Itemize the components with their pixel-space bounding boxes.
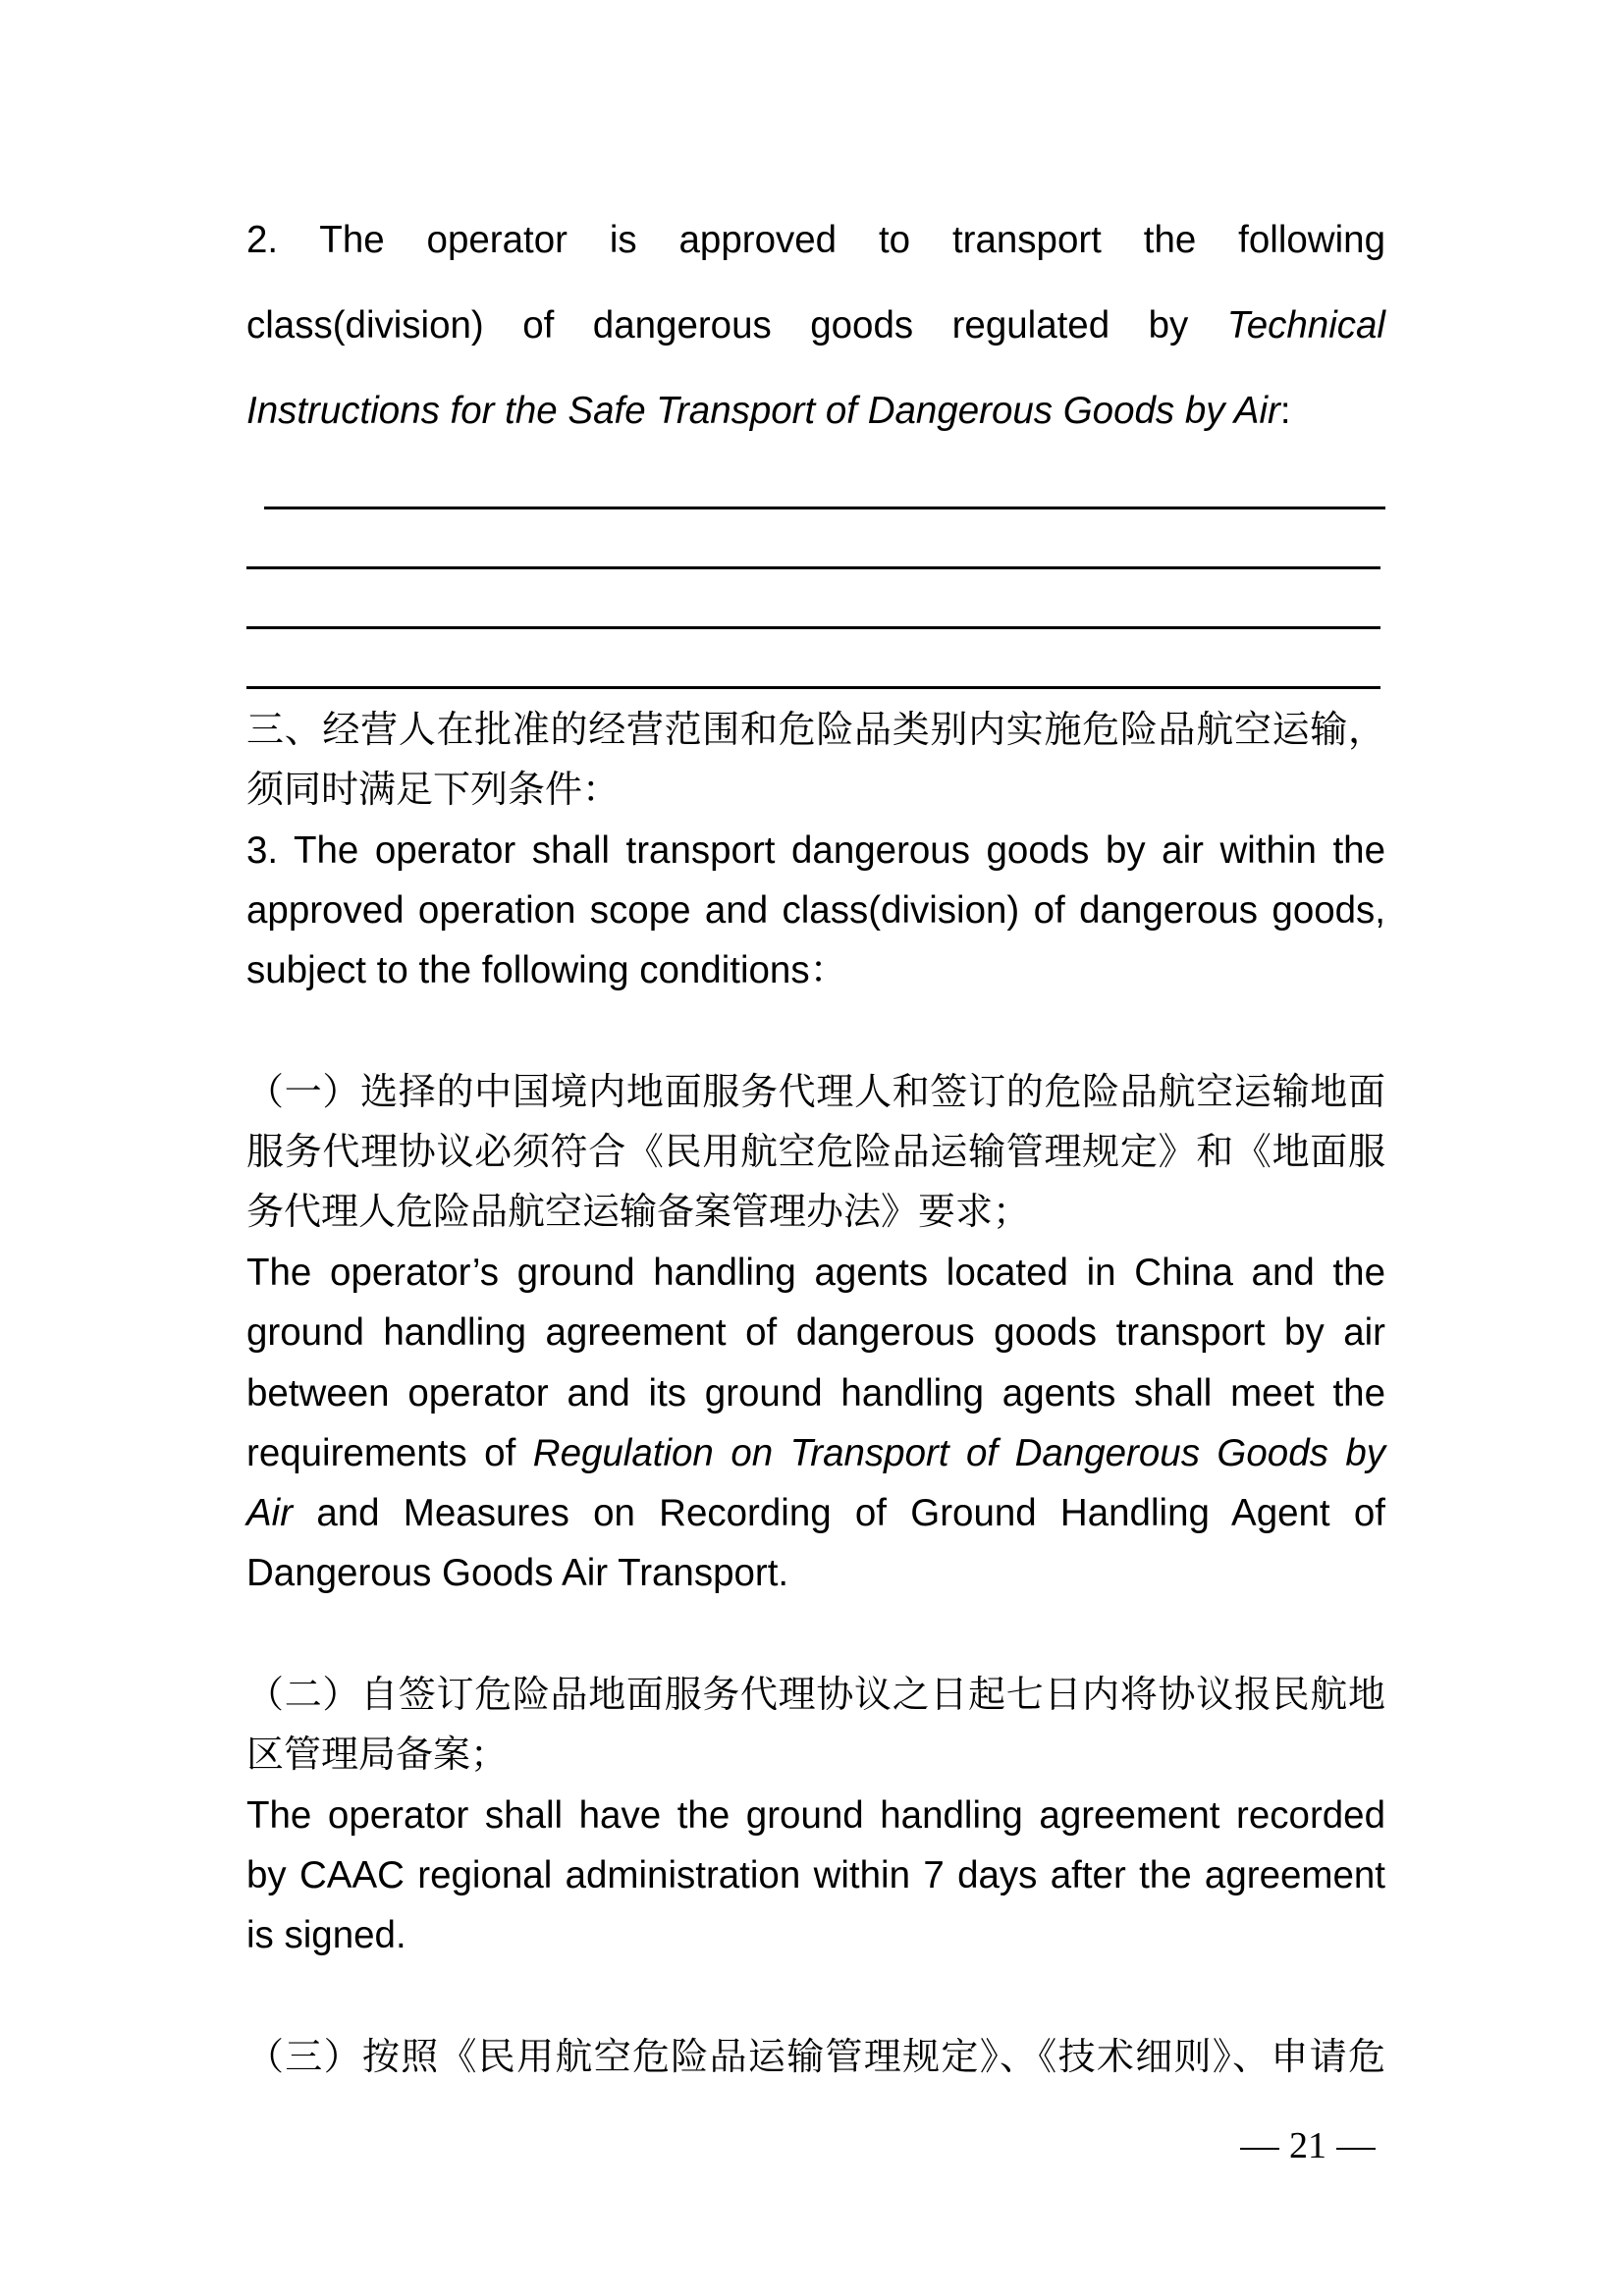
- item1-en-line1: The operator’s ground handling agents located in China and the: [246, 1252, 1385, 1294]
- item1-zh-line3: 务代理人危险品航空运输备案管理办法》要求；: [246, 1190, 1031, 1233]
- item1-en-line5-italic: Air: [246, 1492, 294, 1534]
- item1-en-line4: [246, 1428, 1385, 1479]
- item1-en-line5-text: and Measures on Recording of Ground Handling Agent of: [293, 1492, 1385, 1534]
- item1-en-line6: Dangerous Goods Air Transport.: [246, 1552, 789, 1594]
- item1-zh-line1: （一）选择的中国境内地面服务代理人和签订的危险品航空运输地面: [246, 1070, 1385, 1113]
- section3-zh-line1: 三、经营人在批准的经营范围和危险品类别内实施危险品航空运输，: [246, 708, 1385, 751]
- blank-line-4: [246, 686, 1380, 689]
- item2-en-line3: is signed.: [246, 1914, 406, 1956]
- section3-zh-line2: 须同时满足下列条件：: [246, 768, 621, 811]
- section2-line1: 2. The operator is approved to transport the following: [246, 219, 1385, 261]
- item2-en-line1: The operator shall have the ground handling agreement recorded: [246, 1794, 1385, 1837]
- item3-zh-line1: （三）按照《民用航空危险品运输管理规定》、《技术细则》、申请危: [246, 2035, 1385, 2078]
- section2-line3: [246, 386, 1385, 437]
- section2-line2-text: class(division) of dangerous goods regulated by: [246, 304, 1227, 347]
- item2-en-line2: by CAAC regional administration within 7 days after the agreement: [246, 1854, 1385, 1896]
- item1-en-line5: [246, 1488, 1385, 1539]
- blank-line-2: [246, 566, 1380, 569]
- section3-en-line1: 3. The operator shall transport dangerous goods by air within the: [246, 829, 1385, 872]
- item2-zh-line2: 区管理局备案；: [246, 1733, 509, 1776]
- item1-en-line4-italic: Regulation on Transport of Dangerous Goods by: [532, 1432, 1386, 1474]
- section3-en-line3: subject to the following conditions：: [246, 949, 848, 991]
- item1-en-line2: ground handling agreement of dangerous goods transport by air: [246, 1311, 1385, 1354]
- document-page: [246, 0, 1385, 2296]
- page-number-dash-left: [1240, 2148, 1279, 2150]
- blank-line-3: [246, 626, 1380, 629]
- section2-line2: [246, 300, 1385, 351]
- item1-en-line3: between operator and its ground handling agents shall meet the: [246, 1372, 1385, 1415]
- item2-zh-line1: （二）自签订危险品地面服务代理协议之日起七日内将协议报民航地: [246, 1673, 1385, 1716]
- page-number-value: 21: [1289, 2125, 1326, 2166]
- page-number: [1230, 2120, 1385, 2171]
- section2-line3-text: :: [1279, 390, 1291, 432]
- page-number-dash-right: [1336, 2148, 1376, 2150]
- item1-en-line4-text: requirements of: [246, 1432, 533, 1474]
- item1-zh-line2: 服务代理协议必须符合《民用航空危险品运输管理规定》和《地面服: [246, 1130, 1385, 1173]
- section2-line3-italic: Instructions for the Safe Transport of Dangerous Goods by Air: [246, 390, 1280, 432]
- section3-en-line2: approved operation scope and class(division) of dangerous goods,: [246, 889, 1385, 932]
- blank-line-1: [264, 507, 1385, 509]
- section2-line2-italic: Technical: [1226, 304, 1385, 347]
